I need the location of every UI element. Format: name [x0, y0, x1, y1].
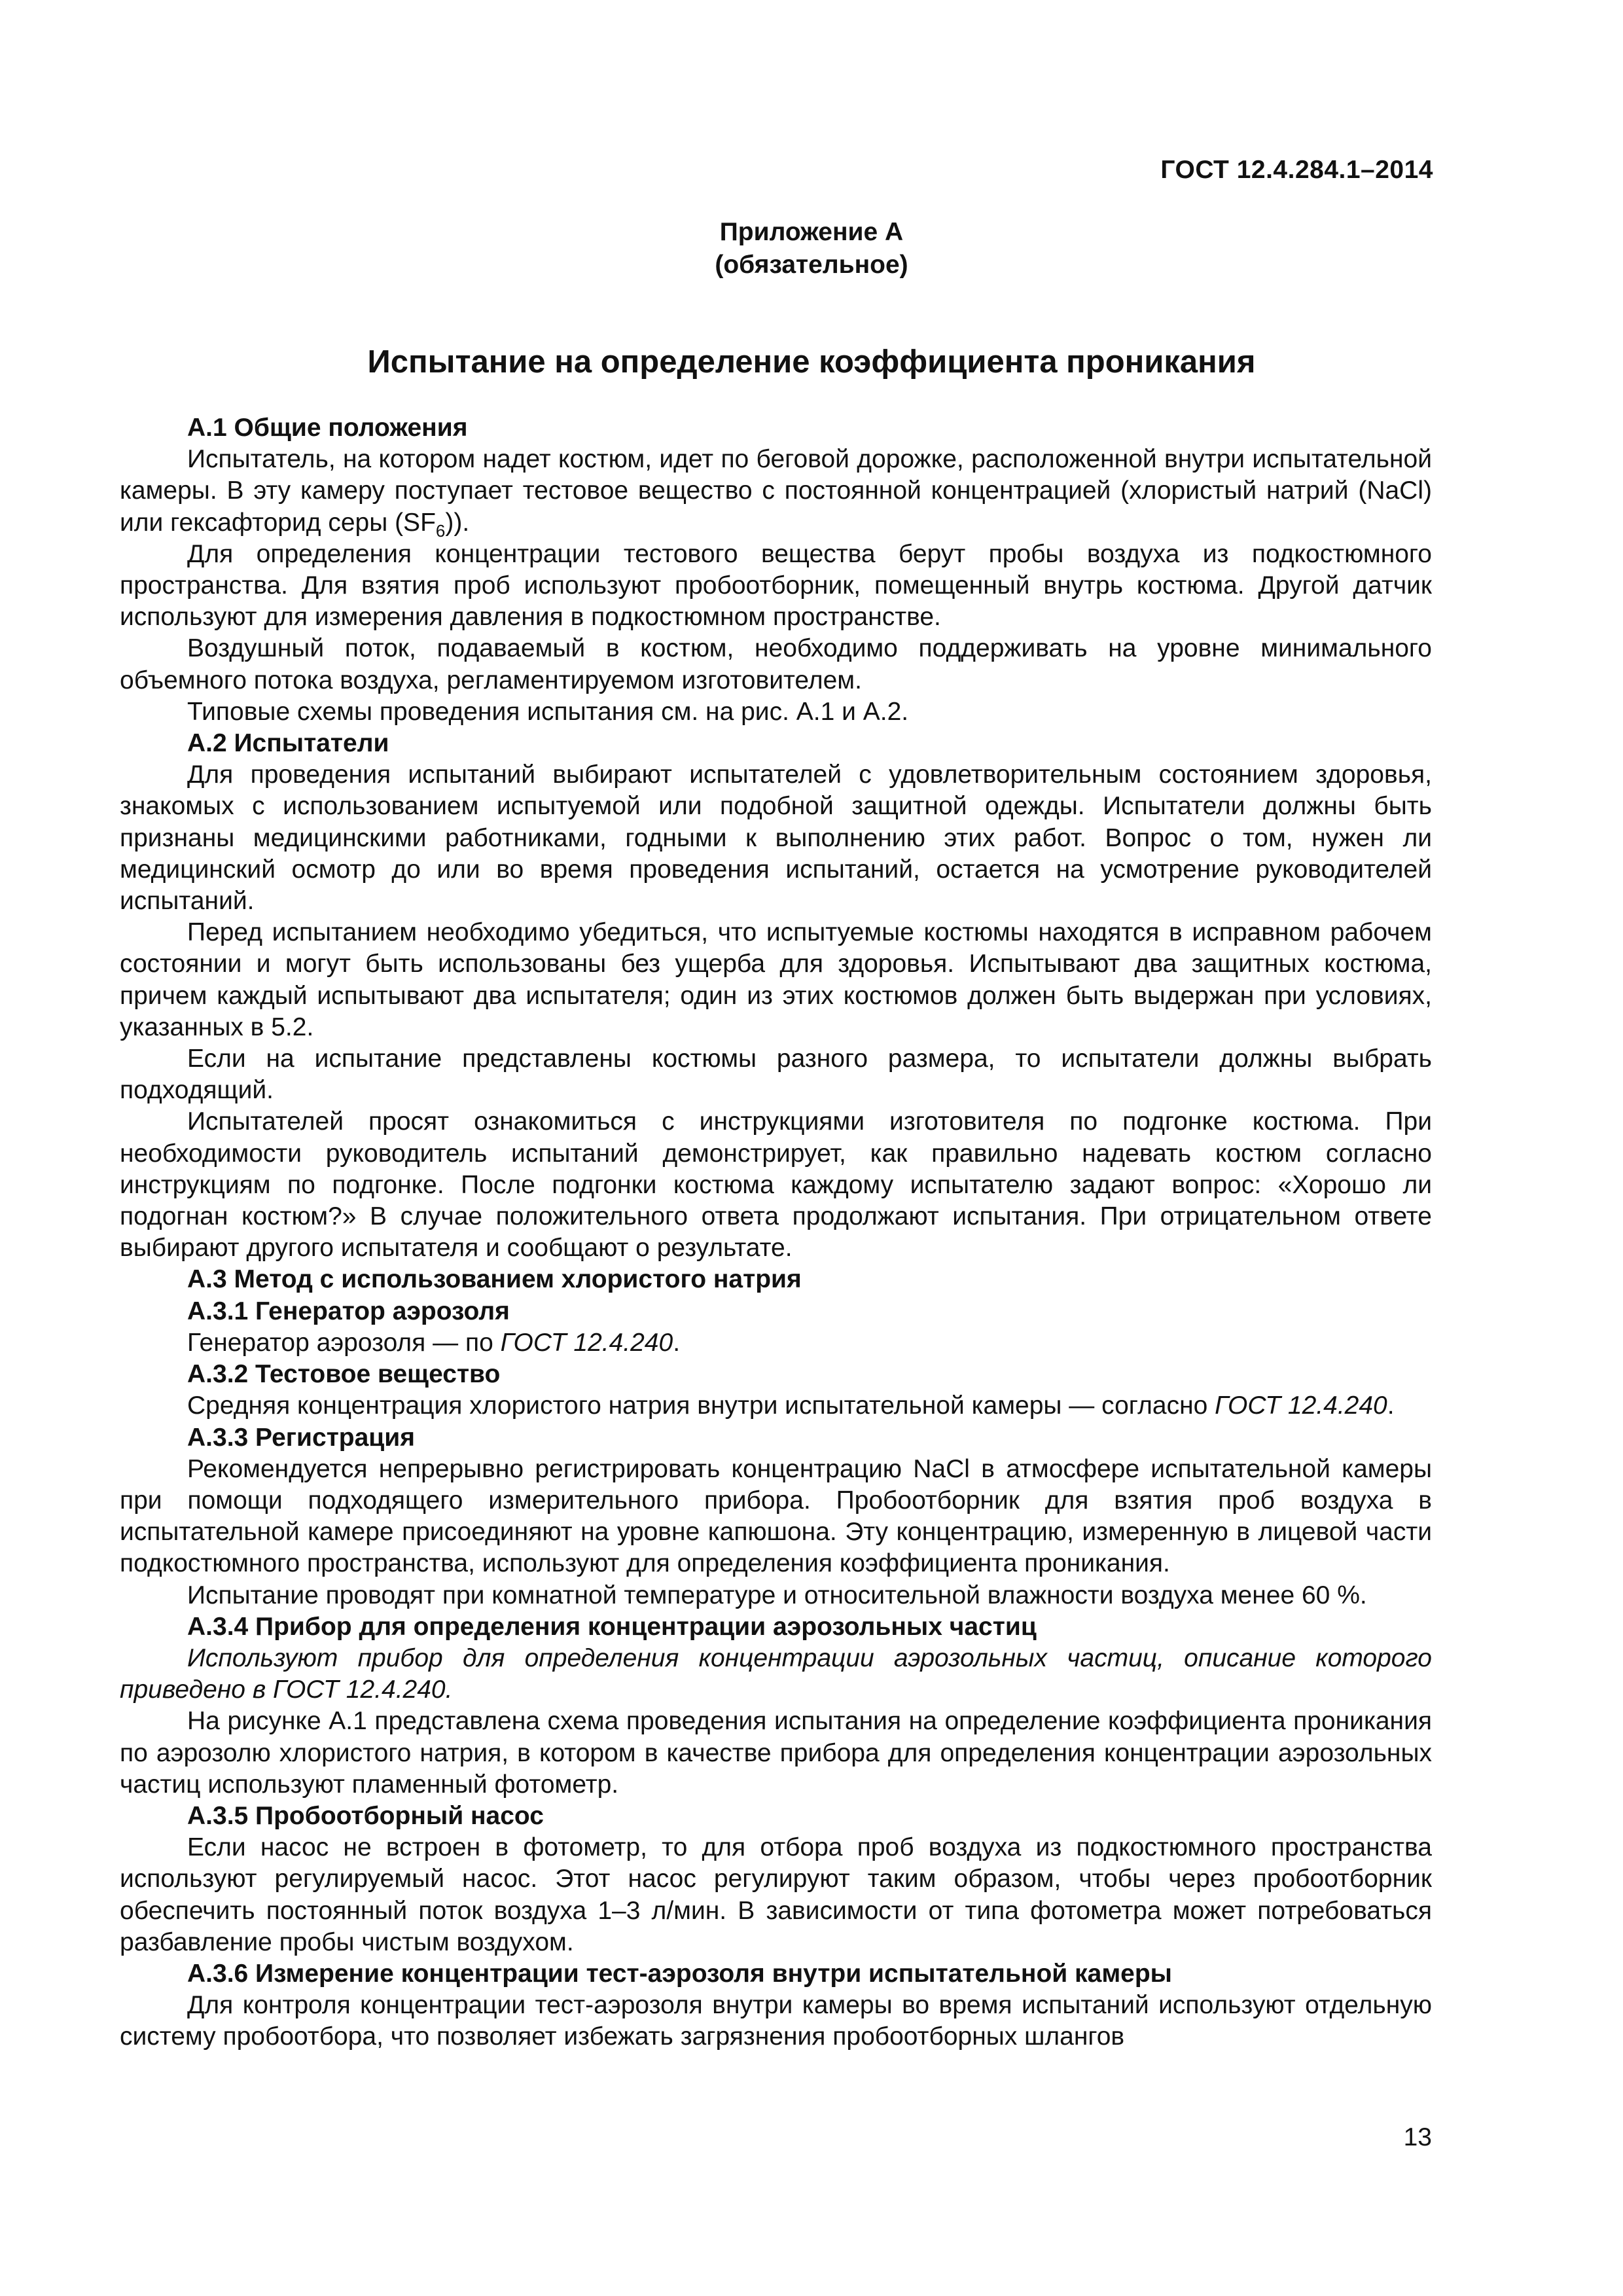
paragraph: Если на испытание представлены костюмы разного размера, то испытатели должны выбрать подходящий. — [120, 1045, 1432, 1105]
page-title: Испытание на определение коэффициента проникания — [367, 344, 1256, 380]
document-code: ГОСТ 12.4.284.1–2014 — [1160, 156, 1433, 184]
paragraph: Воздушный поток, подаваемый в костюм, необходимо поддерживать на уровне минимального объемного потока воздуха, регламентируемом изготовителем. — [120, 634, 1432, 694]
paragraph — [120, 1327, 1432, 1359]
section-heading-a3: А.3 Метод с использованием хлористого натрия — [187, 1265, 802, 1294]
paragraph: Если насос не встроен в фотометр, то для отбора проб воздуха из подкостюмного пространства используют регулируемый насос. Этот насос регулируют таким образом, чтобы через пробоотборник обеспечить постоянный поток воздуха 1–3 л/мин. В зависимости от типа фотометра может потребоваться разбавление пробы чистым воздухом. — [120, 1833, 1432, 1956]
section-heading-a2: А.2 Испытатели — [187, 729, 389, 758]
section-heading-a1: А.1 Общие положения — [187, 414, 468, 442]
page-number: 13 — [1403, 2123, 1432, 2151]
paragraph-text: Генератор аэрозоля — по — [187, 1328, 501, 1357]
paragraph: Для определения концентрации тестового вещества берут пробы воздуха из подкостюмного пространства. Для взятия проб используют пробоотборник, помещенный внутрь костюма. Другой датчик используют для измерения давления в подкостюмном пространстве. — [120, 539, 1432, 632]
subscript: 6 — [435, 520, 446, 541]
annex-label: Приложение А — [719, 218, 904, 246]
paragraph — [120, 444, 1432, 539]
paragraph: На рисунке А.1 представлена схема проведения испытания на определение коэффициента проникания по аэрозолю хлористого натрия, в котором в качестве прибора для определения концентрации аэрозольных частиц используют пламенный фотометр. — [120, 1707, 1432, 1799]
annex-status: (обязательное) — [715, 251, 908, 279]
paragraph-text: )). — [445, 508, 470, 537]
paragraph-text: Средняя концентрация хлористого натрия внутри испытательной камеры — согласно — [187, 1391, 1215, 1420]
standard-reference: ГОСТ 12.4.240 — [500, 1328, 673, 1357]
standard-reference: ГОСТ 12.4.240 — [1215, 1391, 1387, 1420]
subsection-heading-a34: А.3.4 Прибор для определения концентрации аэрозольных частиц — [187, 1612, 1037, 1641]
document-body — [120, 412, 1432, 2053]
paragraph: Для проведения испытаний выбирают испытателей с удовлетворительным состоянием здоровья, знакомых с использованием испытуемой или подобной защитной одежды. Испытатели должны быть признаны медицинскими работниками, годными к выполнению этих работ. Вопрос о том, нужен ли медицинский осмотр до или во время проведения испытаний, остается на усмотрение руководителей испытаний. — [120, 761, 1432, 916]
subsection-heading-a36: А.3.6 Измерение концентрации тест-аэрозоля внутри испытательной камеры — [187, 1959, 1172, 1988]
paragraph: Испытание проводят при комнатной температуре и относительной влажности воздуха менее 60 %. — [187, 1581, 1367, 1609]
paragraph: Типовые схемы проведения испытания см. на рис. А.1 и А.2. — [187, 697, 909, 726]
annex-heading — [0, 216, 1623, 281]
paragraph: Рекомендуется непрерывно регистрировать концентрацию NaCl в атмосфере испытательной камеры при помощи подходящего измерительного прибора. Пробоотборник для взятия проб воздуха в испытательной камере присоединяют на уровне капюшона. Эту концентрацию, измеренную в лицевой части подкостюмного пространства, используют для определения коэффициента проникания. — [120, 1454, 1432, 1578]
paragraph: Для контроля концентрации тест-аэрозоля внутри камеры во время испытаний используют отдельную систему пробоотбора, что позволяет избежать загрязнения пробоотборных шлангов — [120, 1991, 1432, 2051]
paragraph-text: Испытатель, на котором надет костюм, идет по беговой дорожке, расположенной внутри испытательной камеры. В эту камеру поступает тестовое вещество с постоянной концентрацией (хлористый натрий (NaCl) или гексафторид серы (SF — [120, 445, 1432, 537]
subsection-heading-a32: А.3.2 Тестовое вещество — [187, 1360, 501, 1389]
subsection-heading-a31: А.3.1 Генератор аэрозоля — [187, 1297, 510, 1325]
paragraph: Испытателей просят ознакомиться с инструкциями изготовителя по подгонке костюма. При необходимости руководитель испытаний демонстрирует, как правильно надевать костюм согласно инструкциям по подгонке. После подгонки костюма каждому испытателю задают вопрос: «Хорошо ли подогнан костюм?» В случае положительного ответа продолжают испытания. При отрицательном ответе выбирают другого испытателя и сообщают о результате. — [120, 1107, 1432, 1263]
paragraph-italic: Используют прибор для определения концентрации аэрозольных частиц, описание которого приведено в ГОСТ 12.4.240. — [120, 1643, 1432, 1704]
paragraph-text: . — [673, 1328, 681, 1357]
paragraph: Перед испытанием необходимо убедиться, что испытуемые костюмы находятся в исправном рабочем состоянии и могут быть использованы без ущерба для здоровья. Испытывают два защитных костюма, причем каждый испытывают два испытателя; один из этих костюмов должен быть выдержан при условиях, указанных в 5.2. — [120, 918, 1432, 1041]
paragraph — [120, 1390, 1432, 1422]
paragraph-text: . — [1387, 1391, 1395, 1420]
subsection-heading-a35: А.3.5 Пробоотборный насос — [187, 1801, 544, 1830]
subsection-heading-a33: А.3.3 Регистрация — [187, 1423, 416, 1452]
